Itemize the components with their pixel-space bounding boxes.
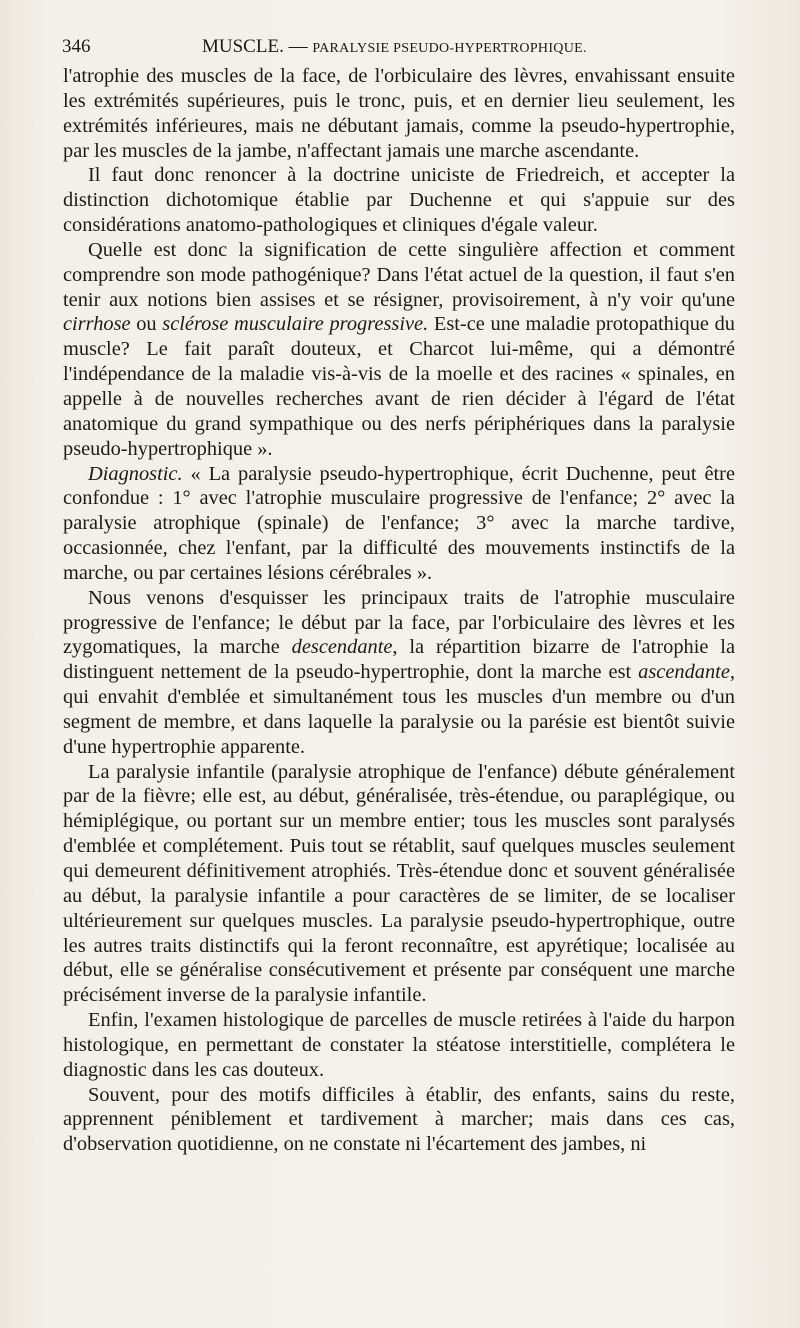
- paragraph-text: Nous venons d'esquisser les principaux traits de l'atrophie musculaire progressive de l'enfance; le début par la face, par l'orbiculaire des lèvres et les zygomatiques, la marche: [63, 586, 735, 659]
- paragraph-text: Il faut donc renoncer à la doctrine uniciste de Friedreich, et accepter la distinction dichotomique établie par Duchenne et qui s'appuie sur des considérations anatomo-pathologiques et cliniques d'égale valeur.: [63, 164, 735, 237]
- paragraph-5: [63, 586, 735, 760]
- body-text: [63, 64, 735, 1157]
- paragraph-text: , qui envahit d'emblée et simultanément tous les muscles d'un membre ou d'un segment de membre, et dans laquelle la paralysie ou la parésie est bientôt suivie d'une hypertrophie apparente.: [63, 661, 735, 758]
- paragraph-7: [63, 1008, 735, 1083]
- paragraph-text: « La paralysie pseudo-hypertrophique, écrit Duchenne, peut être confondue : 1° avec l'atrophie musculaire progressive de l'enfance; 2° avec la paralysie atrophique (spinale) de l'enfance; 3° avec la marche tardive, occasionnée, chez l'enfant, par la difficulté des mouvements instinctifs de la marche, ou par certaines lésions cérébrales ».: [63, 462, 735, 584]
- paragraph-text: ou: [130, 313, 163, 336]
- paragraph-6: [63, 760, 735, 1008]
- paragraph-8: [63, 1083, 735, 1158]
- paragraph-1: [63, 64, 735, 163]
- running-header: [62, 34, 742, 60]
- header-subtitle: PARALYSIE PSEUDO-HYPERTROPHIQUE.: [312, 41, 587, 56]
- section-heading-diagnostic: Diagnostic.: [88, 462, 183, 485]
- paragraph-text: , la répartition bizarre de l'atrophie la distinguent nettement de la pseudo-hypertrophie, dont la marche est: [63, 636, 736, 684]
- italic-term: cirrhose: [63, 313, 131, 336]
- paragraph-text: Est-ce une maladie protopathique du muscle? Le fait paraît douteux, et Charcot lui-même, qui a démontré l'indépendance de la maladie vis-à-vis de la moelle et des racines « spinales, en appelle à de nouvelles recherches avant de rien décider à l'égard de l'état anatomique du grand sympathique ou des nerfs périphériques dans la paralysie pseudo-hypertrophique ».: [63, 313, 736, 460]
- paragraph-2: [63, 163, 735, 238]
- italic-term: descendante: [291, 636, 393, 659]
- italic-term: sclérose musculaire progressive.: [162, 313, 429, 336]
- header-dash: —: [288, 36, 308, 57]
- paragraph-text: La paralysie infantile (paralysie atrophique de l'enfance) débute généralement par de la fièvre; elle est, au début, généralisée, très-étendue, ou paraplégique, ou hémiplégique, ou portant sur un membre entier; tous les muscles sont paralysés d'emblée et complétement. Puis tout se rétablit, sauf quelques muscles seulement qui demeurent définitivement atrophiés. Très-étendue donc et souvent généralisée au début, la paralysie infantile a pour caractères de se limiter, de se localiser ultérieurement sur quelques muscles. La paralysie pseudo-hypertrophique, outre les autres traits distinctifs qui la feront reconnaître, est apyrétique; localisée au début, elle se généralise consécutivement et présente par conséquent une marche précisément inverse de la paralysie infantile.: [63, 760, 735, 1007]
- italic-term: ascendante: [638, 661, 730, 684]
- paragraph-text: Enfin, l'examen histologique de parcelles de muscle retirées à l'aide du harpon histologique, en permettant de constater la stéatose interstitielle, complétera le diagnostic dans les cas douteux.: [63, 1009, 735, 1081]
- paragraph-text: Quelle est donc la signification de cette singulière affection et comment comprendre son mode pathogénique? Dans l'état actuel de la question, il faut s'en tenir aux notions bien assises et se résigner, provisoirement, à n'y voir qu'une: [63, 238, 735, 311]
- page-number: 346: [62, 36, 91, 57]
- paragraph-4: [63, 462, 735, 586]
- paragraph-3: [63, 238, 735, 462]
- running-title: [202, 34, 587, 62]
- paragraph-text: l'atrophie des muscles de la face, de l'orbiculaire des lèvres, envahissant ensuite les extrémités supérieures, puis le tronc, puis, et en dernier lieu seulement, les extrémités inférieures, mais ne débutant jamais, comme la pseudo-hypertrophie, par les muscles de la jambe, n'affectant jamais une marche ascendante.: [63, 65, 735, 162]
- header-title: MUSCLE.: [202, 36, 284, 57]
- paragraph-text: Souvent, pour des motifs difficiles à établir, des enfants, sains du reste, apprennent péniblement et tardivement à marcher; mais dans ces cas, d'observation quotidienne, on ne constate ni l'écartement des jambes, ni: [63, 1083, 735, 1156]
